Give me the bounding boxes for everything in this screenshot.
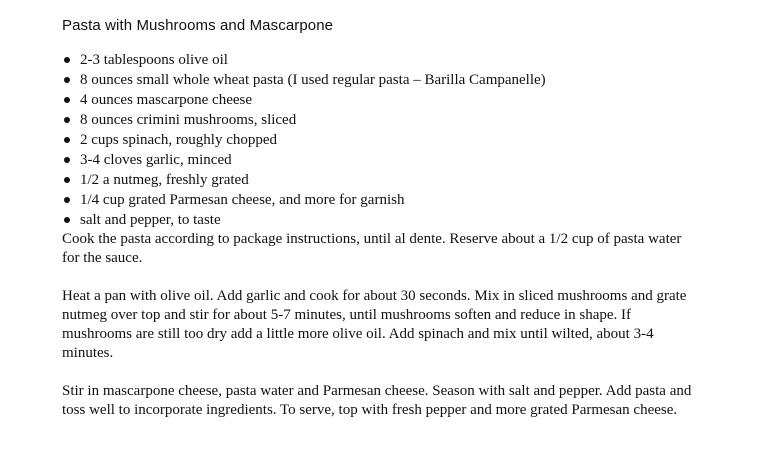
- ingredient-text: salt and pepper, to taste: [80, 212, 221, 228]
- ingredient-text: 4 ounces mascarpone cheese: [80, 92, 253, 108]
- ingredient-item: [62, 50, 744, 70]
- instruction-paragraph: Cook the pasta according to package instructions, until al dente. Reserve about a 1/2 cup of pasta water for the sauce.: [62, 231, 682, 266]
- ingredient-item: [62, 110, 744, 130]
- ingredient-text: 2-3 tablespoons olive oil: [80, 52, 228, 68]
- ingredient-text: 1/2 a nutmeg, freshly grated: [80, 172, 249, 188]
- bullet-icon: [64, 77, 70, 83]
- ingredient-item: [62, 90, 744, 110]
- ingredient-item: [62, 170, 744, 190]
- instruction-paragraph: Heat a pan with olive oil. Add garlic and cook for about 30 seconds. Mix in sliced mushrooms and grate nutmeg over top and stir for about 5-7 minutes, until mushrooms soften and reduce in shape. If mushrooms are still too dry add a little more olive oil. Add spinach and mix until wilted, about 3-4 minutes.: [62, 288, 687, 361]
- recipe-title: Pasta with Mushrooms and Mascarpone: [62, 17, 334, 34]
- bullet-icon: [64, 117, 70, 123]
- ingredient-item: [62, 150, 744, 170]
- ingredient-item: [62, 210, 744, 230]
- ingredient-item: [62, 70, 744, 90]
- bullet-icon: [64, 217, 70, 223]
- ingredient-text: 2 cups spinach, roughly chopped: [80, 132, 278, 148]
- bullet-icon: [64, 197, 70, 203]
- bullet-icon: [64, 177, 70, 183]
- ingredient-list: [62, 50, 744, 230]
- ingredient-text: 8 ounces small whole wheat pasta (I used regular pasta – Barilla Campanelle): [80, 72, 546, 88]
- ingredient-text: 3-4 cloves garlic, minced: [80, 152, 232, 168]
- ingredient-item: [62, 130, 744, 150]
- ingredient-item: [62, 190, 744, 210]
- bullet-icon: [64, 137, 70, 143]
- ingredient-text: 1/4 cup grated Parmesan cheese, and more for garnish: [80, 192, 405, 208]
- bullet-icon: [64, 97, 70, 103]
- ingredient-text: 8 ounces crimini mushrooms, sliced: [80, 112, 297, 128]
- instruction-paragraph: Stir in mascarpone cheese, pasta water and Parmesan cheese. Season with salt and pepper. Add pasta and toss well to incorporate ingredients. To serve, top with fresh pepper and more grated Parmesan cheese.: [62, 383, 692, 418]
- bullet-icon: [64, 57, 70, 63]
- bullet-icon: [64, 157, 70, 163]
